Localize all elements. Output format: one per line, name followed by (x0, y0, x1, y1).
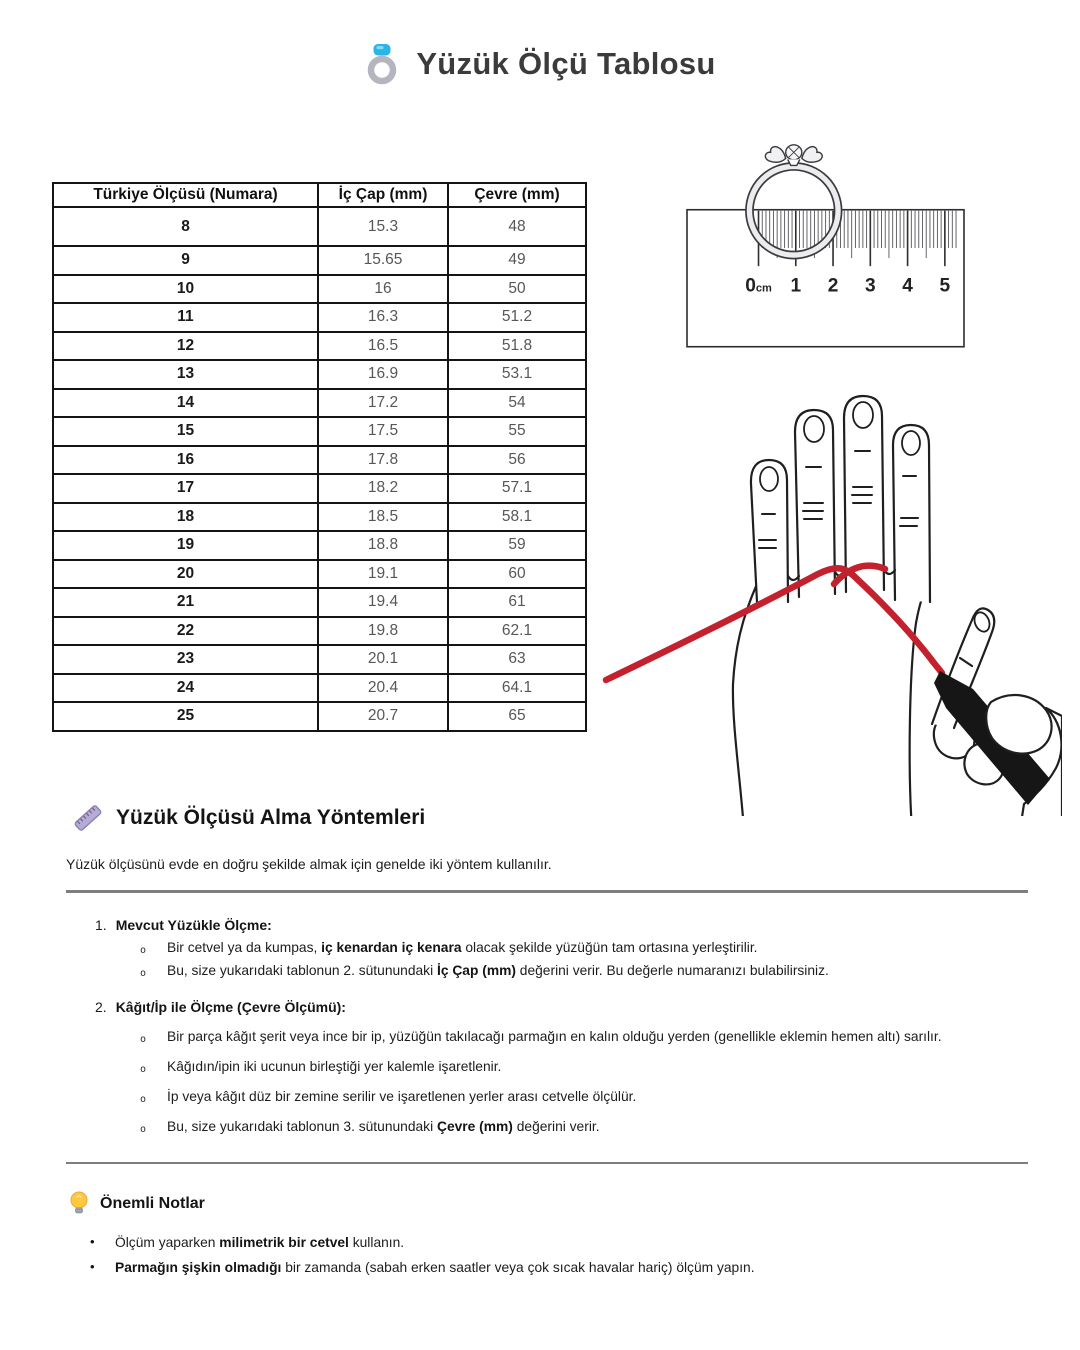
text-segment: kullanın. (348, 1235, 405, 1251)
table-cell: 11 (53, 303, 318, 332)
table-cell: 59 (448, 531, 586, 560)
method-sub-item (66, 1118, 1028, 1135)
table-row (53, 446, 586, 475)
table-cell: 8 (53, 207, 318, 246)
text-segment: İç Çap (mm) (436, 962, 516, 978)
table-header-row (53, 183, 586, 207)
col-header-circumference: Çevre (mm) (448, 183, 586, 207)
table-cell: 15 (53, 417, 318, 446)
text-segment: Parmağın şişkin olmadığı (115, 1260, 282, 1276)
ruler-label: 2 (827, 275, 839, 297)
table-cell: 17.2 (318, 389, 448, 418)
table-cell: 20.7 (318, 702, 448, 731)
table-cell: 16.9 (318, 360, 448, 389)
ruler-label: 4 (902, 275, 913, 297)
methods-intro: Yüzük ölçüsünü evde en doğru şekilde almak için genelde iki yöntem kullanılır. (66, 856, 552, 872)
ruler-label: 3 (865, 275, 876, 297)
table-cell: 56 (448, 446, 586, 475)
table-cell: 55 (448, 417, 586, 446)
method-sub-list (66, 1028, 1028, 1135)
method-sub-item (66, 939, 1028, 956)
col-header-inner-diameter: İç Çap (mm) (318, 183, 448, 207)
table-cell: 14 (53, 389, 318, 418)
notes-section-title: Önemli Notlar (100, 1195, 205, 1213)
divider (66, 1162, 1028, 1165)
table-cell: 21 (53, 588, 318, 617)
text-segment: Kâğıdın/ipin iki ucunun birleştiği yer kalemle işaretlenir. (167, 1058, 502, 1074)
sub-bullet-marker: o (140, 944, 147, 956)
page-title: Yüzük Ölçü Tablosu (416, 46, 716, 81)
ruler-label: 0cm (745, 275, 772, 297)
table-cell: 16 (53, 446, 318, 475)
table-cell: 20.4 (318, 674, 448, 703)
hand-string-illustration (594, 372, 1062, 816)
ruler-label: 5 (939, 275, 951, 297)
text-segment: iç kenardan iç kenara (321, 939, 462, 955)
table-row (53, 389, 586, 418)
ring-icon (364, 42, 400, 86)
table-cell: 25 (53, 702, 318, 731)
table-cell: 15.3 (318, 207, 448, 246)
table-row (53, 588, 586, 617)
note-bullet-marker: • (90, 1259, 95, 1275)
ruler-icon (72, 802, 104, 834)
table-row (53, 207, 586, 246)
table-cell: 24 (53, 674, 318, 703)
text-segment: değerini verir. Bu değerle numaranızı bulabilirsiniz. (515, 962, 829, 978)
table-cell: 16 (318, 275, 448, 304)
table-row (53, 360, 586, 389)
method-item (66, 917, 1028, 979)
table-cell: 57.1 (448, 474, 586, 503)
table-cell: 13 (53, 360, 318, 389)
table-cell: 20.1 (318, 645, 448, 674)
table-cell: 23 (53, 645, 318, 674)
table-row (53, 674, 586, 703)
notes-list (66, 1234, 1028, 1276)
methods-section-title: Yüzük Ölçüsü Alma Yöntemleri (116, 806, 426, 829)
ring-crown (765, 145, 822, 166)
document-header (0, 42, 1080, 86)
table-cell: 53.1 (448, 360, 586, 389)
table-cell: 17.5 (318, 417, 448, 446)
table-cell: 63 (448, 645, 586, 674)
text-segment: milimetrik bir cetvel (219, 1235, 349, 1251)
table-cell: 12 (53, 332, 318, 361)
text-segment: Bir cetvel ya da kumpas, (167, 939, 322, 955)
table-cell: 17 (53, 474, 318, 503)
table-cell: 51.8 (448, 332, 586, 361)
lightbulb-icon (68, 1190, 90, 1218)
methods-list (66, 917, 1028, 1135)
table-cell: 54 (448, 389, 586, 418)
method-item-number: 1. (95, 916, 107, 933)
text-segment: İp veya kâğıt düz bir zemine serilir ve işaretlenen yerler arası cetvelle ölçülür. (167, 1088, 637, 1104)
table-cell: 51.2 (448, 303, 586, 332)
method-item-title: Mevcut Yüzükle Ölçme: (115, 916, 272, 933)
method-item-title: Kâğıt/İp ile Ölçme (Çevre Ölçümü): (115, 998, 346, 1015)
note-bullet-marker: • (90, 1234, 95, 1250)
sub-bullet-marker: o (140, 1033, 147, 1045)
table-cell: 58.1 (448, 503, 586, 532)
table-cell: 18.2 (318, 474, 448, 503)
table-row (53, 645, 586, 674)
table-cell: 19.4 (318, 588, 448, 617)
table-cell: 18.8 (318, 531, 448, 560)
method-sub-list (66, 939, 1028, 979)
note-item (66, 1259, 1028, 1276)
table-row (53, 531, 586, 560)
table-cell: 16.3 (318, 303, 448, 332)
text-segment: Çevre (mm) (436, 1118, 513, 1134)
method-item (66, 999, 1028, 1135)
table-cell: 19.8 (318, 617, 448, 646)
table-row (53, 246, 586, 275)
methods-section-heading (72, 802, 1028, 834)
table-row (53, 617, 586, 646)
note-item (66, 1234, 1028, 1251)
table-cell: 64.1 (448, 674, 586, 703)
table-row (53, 702, 586, 731)
text-segment: değerini verir. (512, 1118, 600, 1134)
text-segment: Bu, size yukarıdaki tablonun 2. sütunundaki (167, 962, 437, 978)
table-cell: 48 (448, 207, 586, 246)
text-segment: Ölçüm yaparken (115, 1235, 220, 1251)
table-cell: 61 (448, 588, 586, 617)
table-cell: 18 (53, 503, 318, 532)
table-cell: 62.1 (448, 617, 586, 646)
table-cell: 16.5 (318, 332, 448, 361)
sub-bullet-marker: o (140, 1123, 147, 1135)
sub-bullet-marker: o (140, 1063, 147, 1075)
table-cell: 65 (448, 702, 586, 731)
method-item-number: 2. (95, 998, 107, 1015)
size-table-body (53, 207, 586, 731)
table-cell: 9 (53, 246, 318, 275)
text-segment: Bir parça kâğıt şerit veya ince bir ip, yüzüğün takılacağı parmağın en kalın olduğu yerden (genellikle eklemin hemen altı) sarılır. (167, 1028, 942, 1044)
ring-size-table (52, 182, 587, 732)
table-row (53, 503, 586, 532)
ruler-label: 1 (790, 275, 802, 297)
method-item-head (66, 999, 1028, 1015)
table-cell: 22 (53, 617, 318, 646)
text-segment: bir zamanda (sabah erken saatler veya çok sıcak havalar hariç) ölçüm yapın. (281, 1260, 755, 1276)
table-row (53, 275, 586, 304)
text-column (66, 802, 1028, 1276)
table-row (53, 332, 586, 361)
table-cell: 50 (448, 275, 586, 304)
table-cell: 19 (53, 531, 318, 560)
table-cell: 60 (448, 560, 586, 589)
table-row (53, 560, 586, 589)
divider (66, 890, 1028, 893)
table-row (53, 303, 586, 332)
table-cell: 49 (448, 246, 586, 275)
table-cell: 19.1 (318, 560, 448, 589)
table-cell: 20 (53, 560, 318, 589)
table-cell: 17.8 (318, 446, 448, 475)
method-sub-item (66, 1088, 1028, 1105)
text-segment: Bu, size yukarıdaki tablonun 3. sütunundaki (167, 1118, 437, 1134)
col-header-tr-size: Türkiye Ölçüsü (Numara) (53, 183, 318, 207)
method-sub-item (66, 1028, 1028, 1045)
ruler-ring-illustration (686, 140, 965, 352)
method-item-head (66, 917, 1028, 933)
table-row (53, 474, 586, 503)
sub-bullet-marker: o (140, 967, 147, 979)
notes-section-heading (68, 1190, 1028, 1218)
method-sub-item (66, 962, 1028, 979)
table-cell: 10 (53, 275, 318, 304)
table-cell: 15.65 (318, 246, 448, 275)
sub-bullet-marker: o (140, 1093, 147, 1105)
table-row (53, 417, 586, 446)
method-sub-item (66, 1058, 1028, 1075)
table-cell: 18.5 (318, 503, 448, 532)
text-segment: olacak şekilde yüzüğün tam ortasına yerleştirilir. (461, 939, 758, 955)
